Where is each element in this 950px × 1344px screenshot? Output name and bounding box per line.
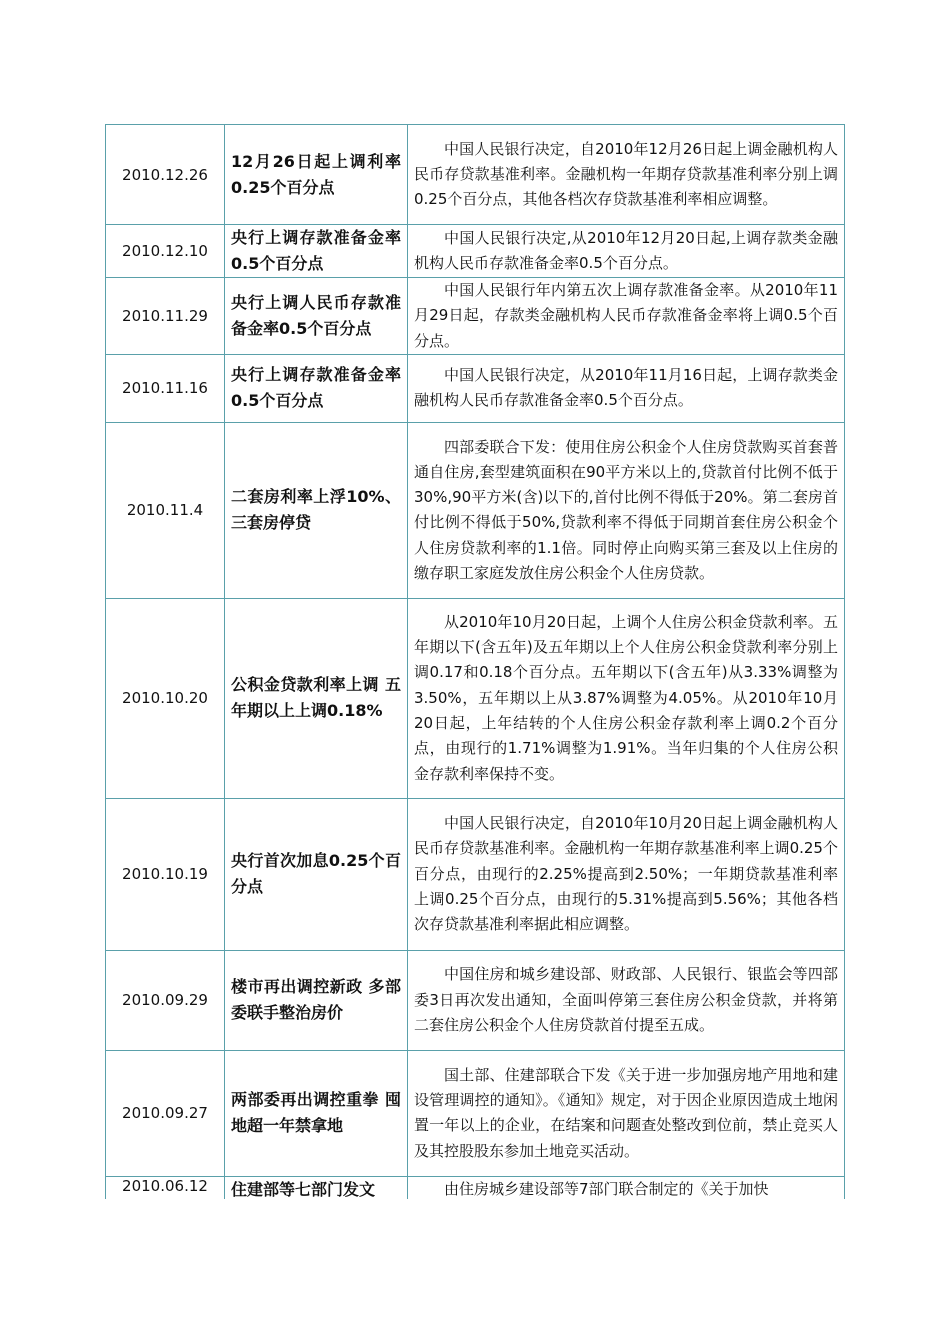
row-title: 12月26日起上调利率0.25个百分点 xyxy=(225,125,408,225)
row-title: 二套房利率上浮10%、三套房停贷 xyxy=(225,422,408,598)
document-page xyxy=(105,124,845,1199)
table-row xyxy=(106,1050,845,1176)
row-content-cell xyxy=(408,598,845,798)
row-title: 楼市再出调控新政 多部委联手整治房价 xyxy=(225,950,408,1050)
table-row xyxy=(106,1176,845,1199)
row-date: 2010.06.12 xyxy=(106,1176,225,1199)
row-content: 四部委联合下发：使用住房公积金个人住房贷款购买首套普通自住房,套型建筑面积在90平方米以上的,贷款首付比例不低于30%,90平方米(含)以下的,首付比例不得低于20%。第二套房首付比例不得低于50%,贷款利率不得低于同期首套住房公积金个人住房贷款利率的1.1倍。同时停止向购买第三套及以上住房的缴存职工家庭发放住房公积金个人住房贷款。 xyxy=(414,437,838,582)
row-content: 由住房城乡建设部等7部门联合制定的《关于加快 xyxy=(444,1179,769,1198)
row-date: 2010.12.26 xyxy=(106,125,225,225)
table-row xyxy=(106,422,845,598)
row-title: 央行首次加息0.25个百分点 xyxy=(225,798,408,950)
row-date: 2010.09.27 xyxy=(106,1050,225,1176)
table-row xyxy=(106,950,845,1050)
row-title: 两部委再出调控重拳 囤地超一年禁拿地 xyxy=(225,1050,408,1176)
row-date: 2010.10.20 xyxy=(106,598,225,798)
row-content: 中国人民银行年内第五次上调存款准备金率。从2010年11月29日起，存款类金融机构人民币存款准备金率将上调0.5个百分点。 xyxy=(414,281,838,350)
row-content-cell xyxy=(408,1050,845,1176)
row-content: 中国人民银行决定，从2010年11月16日起，上调存款类金融机构人民币存款准备金率0.5个百分点。 xyxy=(414,366,838,410)
row-content: 从2010年10月20日起，上调个人住房公积金贷款利率。五年期以下(含五年)及五年期以上个人住房公积金贷款利率分别上调0.17和0.18个百分点。五年期以下(含五年)从3.33%调整为3.50%，五年期以上从3.87%调整为4.05%。从2010年10月20日起，上年结转的个人住房公积金存款利率上调0.2个百分点，由现行的1.71%调整为1.91%。当年归集的个人住房公积金存款利率保持不变。 xyxy=(414,612,838,783)
row-date: 2010.11.29 xyxy=(106,278,225,355)
row-title: 央行上调人民币存款准备金率0.5个百分点 xyxy=(225,278,408,355)
row-date: 2010.12.10 xyxy=(106,225,225,278)
row-content-cell xyxy=(408,422,845,598)
table-row xyxy=(106,278,845,355)
table-row xyxy=(106,225,845,278)
row-date: 2010.10.19 xyxy=(106,798,225,950)
row-date: 2010.11.4 xyxy=(106,422,225,598)
row-content-cell xyxy=(408,278,845,355)
row-content-cell xyxy=(408,225,845,278)
row-content-cell xyxy=(408,798,845,950)
row-content-cell xyxy=(408,354,845,422)
row-content: 中国人民银行决定,从2010年12月20日起,上调存款类金融机构人民币存款准备金率0.5个百分点。 xyxy=(414,228,838,272)
row-content: 中国人民银行决定，自2010年12月26日起上调金融机构人民币存贷款基准利率。金融机构一年期存贷款基准利率分别上调0.25个百分点，其他各档次存贷款基准利率相应调整。 xyxy=(414,139,838,209)
row-content: 国土部、住建部联合下发《关于进一步加强房地产用地和建设管理调控的通知》。《通知》规定，对于因企业原因造成土地闲置一年以上的企业，在结案和问题查处整改到位前，禁止竞买人及其控股股东参加土地竞买活动。 xyxy=(414,1065,838,1160)
row-content-cell xyxy=(408,950,845,1050)
row-content-cell xyxy=(408,1176,845,1199)
row-content: 中国人民银行决定，自2010年10月20日起上调金融机构人民币存贷款基准利率。金融机构一年期存款基准利率上调0.25个百分点，由现行的2.25%提高到2.50%；一年期贷款基准利率上调0.25个百分点，由现行的5.31%提高到5.56%；其他各档次存贷款基准利率据此相应调整。 xyxy=(414,814,838,934)
table-row xyxy=(106,354,845,422)
table-row xyxy=(106,598,845,798)
row-title: 央行上调存款准备金率0.5个百分点 xyxy=(225,225,408,278)
row-title: 住建部等七部门发文 xyxy=(225,1176,408,1199)
table-row xyxy=(106,125,845,225)
row-content-cell xyxy=(408,125,845,225)
row-title: 央行上调存款准备金率0.5个百分点 xyxy=(225,354,408,422)
row-date: 2010.09.29 xyxy=(106,950,225,1050)
table-row xyxy=(106,798,845,950)
policy-table xyxy=(105,124,845,1199)
row-content: 中国住房和城乡建设部、财政部、人民银行、银监会等四部委3日再次发出通知，全面叫停第三套住房公积金贷款，并将第二套住房公积金个人住房贷款首付提至五成。 xyxy=(414,965,838,1035)
row-title: 公积金贷款利率上调 五年期以上上调0.18% xyxy=(225,598,408,798)
row-date: 2010.11.16 xyxy=(106,354,225,422)
